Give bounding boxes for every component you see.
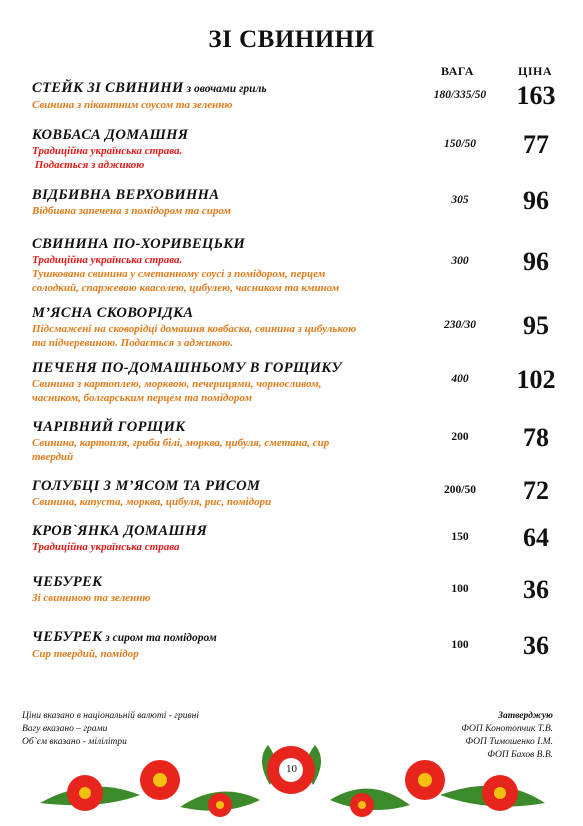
dish-weight: 400 bbox=[451, 373, 469, 385]
dish-description: Відбивна запечена з помідором та сиром bbox=[32, 205, 231, 217]
page-number: 10 bbox=[286, 763, 297, 775]
menu-item bbox=[32, 419, 422, 464]
dish-price: 36 bbox=[523, 575, 549, 604]
signer: ФОП Конотопчик Т.В. bbox=[461, 724, 553, 734]
dish-name: СТЕЙК ЗІ СВИНИНИ з овочами гриль bbox=[32, 80, 267, 96]
dish-weight: 150 bbox=[451, 531, 469, 543]
dish-name: КРОВ`ЯНКА ДОМАШНЯ bbox=[32, 523, 208, 539]
dish-price: 78 bbox=[523, 423, 549, 452]
menu-item bbox=[32, 80, 422, 112]
weight-note: Вагу вказано – грами bbox=[22, 724, 108, 734]
weight-column-header: ВАГА bbox=[441, 64, 474, 78]
dish-name: СВИНИНА ПО-ХОРИВЕЦЬКИ bbox=[32, 236, 246, 252]
folk-flower-ornament-icon bbox=[0, 725, 583, 826]
page-title: ЗІ СВИНИНИ bbox=[208, 26, 375, 53]
dish-name: ГОЛУБЦІ З М’ЯСОМ ТА РИСОМ bbox=[32, 478, 261, 494]
dish-name: М’ЯСНА СКОВОРІДКА bbox=[32, 305, 194, 321]
dish-price: 72 bbox=[523, 476, 549, 505]
dish-description: твердий bbox=[32, 451, 74, 463]
dish-name: КОВБАСА ДОМАШНЯ bbox=[32, 127, 189, 143]
menu-item bbox=[32, 305, 422, 350]
dish-description: Тушкована свинина у сметанному соусі з помідором, перцем bbox=[32, 268, 326, 280]
dish-price: 77 bbox=[523, 130, 549, 159]
dish-description: Традиційна українська страва. bbox=[32, 254, 183, 266]
dish-weight: 305 bbox=[451, 194, 469, 206]
currency-note: Ціни вказано в національній валюті - гривні bbox=[22, 711, 199, 721]
dish-name: ПЕЧЕНЯ ПО-ДОМАШНЬОМУ В ГОРЩИКУ bbox=[32, 360, 342, 376]
dish-description: Свинина з пікантним соусом та зеленню bbox=[32, 99, 233, 111]
dish-name: ЧЕБУРЕК bbox=[32, 574, 103, 590]
menu-item bbox=[32, 127, 422, 172]
dish-name: ВІДБИВНА ВЕРХОВИННА bbox=[32, 187, 220, 203]
dish-description: Подається з аджикою bbox=[32, 159, 145, 171]
menu-item bbox=[32, 574, 422, 605]
dish-price: 64 bbox=[523, 523, 549, 552]
dish-weight: 200 bbox=[451, 431, 469, 443]
dish-price: 96 bbox=[523, 186, 549, 215]
dish-description: часником, болгарським перцем та помідором bbox=[32, 392, 252, 404]
signer: ФОП Тимошенко І.М. bbox=[465, 737, 553, 747]
dish-weight: 100 bbox=[451, 583, 469, 595]
dish-weight: 150/50 bbox=[444, 138, 476, 150]
dish-description: Сир твердий, помідор bbox=[32, 648, 139, 660]
menu-item bbox=[32, 187, 422, 218]
dish-price: 96 bbox=[523, 247, 549, 276]
dish-description: Свинина, картопля, гриби білі, морква, цибуля, сметана, сир bbox=[32, 437, 330, 449]
menu-item bbox=[32, 478, 422, 509]
menu-item bbox=[32, 360, 422, 405]
dish-description: Зі свининою та зеленню bbox=[32, 592, 151, 604]
dish-description: Традиційна українська страва bbox=[32, 541, 180, 553]
volume-note: Об`єм вказано - мілілітри bbox=[22, 737, 127, 747]
dish-description: Свинина з картоплею, морквою, печерицями, чорносливом, bbox=[32, 378, 322, 390]
dish-description: солодкий, спаржевою квасолею, цибулею, часником та кмином bbox=[32, 282, 340, 294]
menu-item bbox=[32, 236, 422, 295]
dish-weight: 200/50 bbox=[444, 484, 476, 496]
dish-weight: 230/30 bbox=[444, 319, 476, 331]
dish-price: 163 bbox=[516, 81, 556, 110]
signer: ФОП Бахов В.В. bbox=[487, 750, 553, 760]
dish-price: 36 bbox=[523, 631, 549, 660]
dish-weight: 180/335/50 bbox=[433, 89, 487, 101]
dish-name: ЧЕБУРЕК з сиром та помідором bbox=[32, 629, 217, 645]
menu-item bbox=[32, 523, 422, 554]
dish-name: ЧАРІВНИЙ ГОРЩИК bbox=[32, 419, 186, 435]
price-column-header: ЦІНА bbox=[518, 64, 553, 78]
dish-description: Традиційна українська страва. bbox=[32, 145, 183, 157]
dish-price: 95 bbox=[523, 311, 549, 340]
dish-description: Підсмажені на сковорідці домашня ковбаска, свинина з цибулькою bbox=[32, 323, 357, 335]
approval-label: Затверджую bbox=[498, 711, 553, 721]
menu-item bbox=[32, 629, 422, 661]
dish-description: Свинина, капуста, морква, цибуля, рис, помідори bbox=[32, 496, 272, 508]
dish-weight: 300 bbox=[451, 255, 469, 267]
dish-price: 102 bbox=[516, 365, 556, 394]
dish-weight: 100 bbox=[451, 639, 469, 651]
dish-description: та підчеревиною. Подається з аджикою. bbox=[32, 337, 233, 349]
